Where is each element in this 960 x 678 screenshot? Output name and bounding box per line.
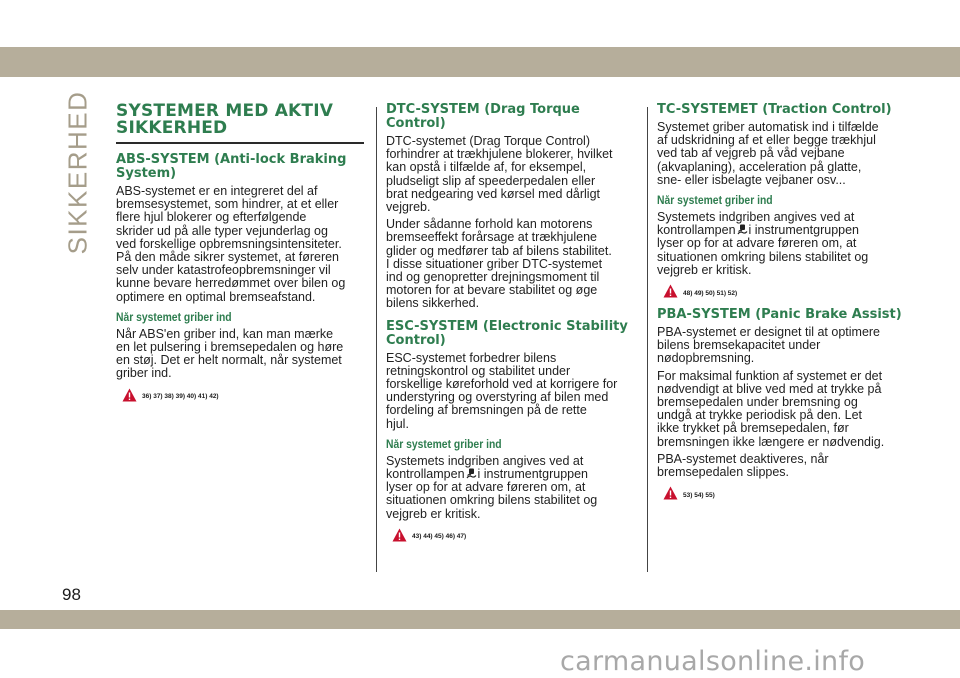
warning-reference <box>122 387 364 403</box>
pba-heading: PBA-SYSTEM (Panic Brake Assist) <box>657 307 902 323</box>
warning-triangle-icon <box>392 528 407 542</box>
column-divider <box>376 107 377 572</box>
section-side-tab <box>58 90 98 255</box>
esc-subheading: Når systemet griber ind <box>386 438 502 451</box>
warning-refs: 48) 49) 50) 51) 52) <box>683 289 738 297</box>
warning-refs: 43) 44) 45) 46) 47) <box>412 533 467 541</box>
dtc-heading: DTC-SYSTEM (Drag Torque Control) <box>386 102 580 131</box>
tc-subheading: Når systemet griber ind <box>657 195 773 208</box>
tc-paragraph-1: Systemet griber automatisk ind i tilfælde af udskridning af et eller begge trækhjul ved tab af vejgreb på våd vejbane (akvaplaning), acceleration på glatte, sne- eller isbelagte vejbaner osv... <box>657 120 879 187</box>
abs-paragraph-1: ABS-systemet er en integreret del af bremsesystemet, som hindrer, at et eller flere hjul blokerer og efterfølgende skrider ud på alle typer vejunderlag og ved forskellige opbremsningsintensiteter. På den måde sikrer systemet, at føreren selv under katastrofeopbremsninger vil kunne bevare herredømmet over bilen og optimere en optimal bremseafstand. <box>116 184 346 304</box>
esc-heading: ESC-SYSTEM (Electronic Stability Control) <box>386 318 628 348</box>
stability-warning-light-icon <box>466 468 477 479</box>
warning-reference <box>392 527 636 543</box>
warning-refs: 36) 37) 38) 39) 40) 41) 42) <box>142 393 219 401</box>
warning-triangle-icon <box>663 284 678 298</box>
warning-reference <box>663 283 907 299</box>
pba-paragraph-3: PBA-systemet deaktiveres, når bremsepedalen slippes. <box>657 451 829 480</box>
column-2 <box>386 103 636 547</box>
page-title: SYSTEMER MED AKTIV SIKKERHED <box>116 103 364 144</box>
column-3 <box>657 103 907 505</box>
side-tab-label: SIKKERHED <box>62 90 93 255</box>
page-number: 98 <box>62 585 81 604</box>
dtc-paragraph-2: Under sådanne forhold kan motorens bremseeffekt forårsage at trækhjulene glider og medfører tab af bilens stabilitet. I disse situationer griber DTC-systemet ind og genopretter drejningsmoment til motoren for at bevare stabilitet og øge bilens sikkerhed. <box>386 217 612 311</box>
esc-paragraph-2: Systemets indgriben angives ved at kontrollampen i instrumentgruppen lyser op for at advare føreren om, at situationen omkring bilens stabilitet og vejgreb er kritisk. <box>386 453 598 521</box>
pba-paragraph-2: For maksimal funktion af systemet er det nødvendigt at blive ved med at trykke på bremsepedalen under bremsning og undgå at trykke periodisk på den. Let ikke trykket på bremsepedalen, før bremsningen ikke længere er nødvendig. <box>657 368 885 449</box>
header-band <box>0 47 960 77</box>
warning-reference <box>663 485 907 501</box>
footer-band <box>0 610 960 629</box>
tc-paragraph-2: Systemets indgriben angives ved at kontrollampen i instrumentgruppen lyser op for at advare føreren om, at situationen omkring bilens stabilitet og vejgreb er kritisk. <box>657 210 869 277</box>
stability-warning-light-icon <box>737 224 748 235</box>
abs-heading: ABS-SYSTEM (Anti-lock Braking System) <box>116 152 347 181</box>
tc-heading: TC-SYSTEMET (Traction Control) <box>657 102 892 117</box>
column-divider <box>647 107 648 572</box>
column-1 <box>116 103 364 407</box>
watermark: carmanualsonline.info <box>560 646 866 677</box>
dtc-paragraph-1: DTC-systemet (Drag Torque Control) forhindrer at trækhjulene blokerer, hvilket kan opstå i tilfælde af, for eksempel, pludseligt slip af speederpedalen eller brat nedgearing ved kørsel med dårligt vejgreb. <box>386 134 613 215</box>
warning-triangle-icon <box>122 388 137 402</box>
warning-triangle-icon <box>663 486 678 500</box>
warning-refs: 53) 54) 55) <box>683 491 715 499</box>
abs-subheading: Når systemet griber ind <box>116 311 232 324</box>
abs-paragraph-2: Når ABS'en griber ind, kan man mærke en let pulsering i bremsepedalen og høre en støj. Det er helt normalt, når systemet griber ind. <box>116 326 344 381</box>
esc-paragraph-1: ESC-systemet forbedrer bilens retningskontrol og stabilitet under forskellige køreforhold ved at korrigere for understyring og overstyring af bilen med fordeling af bremsningen på de rette hjul. <box>386 350 618 431</box>
pba-paragraph-1: PBA-systemet er designet til at optimere bilens bremsekapacitet under nødopbremsning. <box>657 325 881 366</box>
